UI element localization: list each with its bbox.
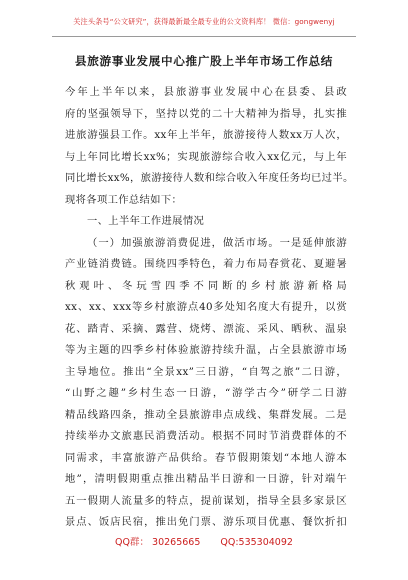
body-line: 秋观叶、冬玩雪四季不同断的乡村旅游新格局 <box>65 279 347 292</box>
subsection-line: （一）加强旅游消费促进，做活市场。一是延伸旅游 <box>87 236 347 249</box>
body-line: 等为主题的四季乡村体验旅游持续升温，占全县旅游市场 <box>65 344 347 356</box>
body-line: 花、踏青、采摘、露营、烧烤、漂流、采风、晒秋、温泉 <box>65 322 347 335</box>
body-line: 现将各项工作总结如下： <box>65 193 183 206</box>
footer-contact <box>0 534 408 548</box>
body-line: 景点、饭店民宿，推出免门票、游乐项目优惠、餐饮折扣 <box>65 516 347 528</box>
body-line: “山野之趣”乡村生态一日游，“游学古今”研学二日游 <box>65 387 347 399</box>
body-line: 持续举办文旅惠民消费活动。根据不同时节消费群体的不 <box>65 430 347 442</box>
body-line: 进旅游强县工作。xx年上半年，旅游接待人数xx万人次， <box>65 129 347 141</box>
section-heading: 一、上半年工作进展情况 <box>87 215 205 227</box>
body-line: 主导地位。推出“全景xx”三日游，“自驾之旅”二日游， <box>65 365 347 378</box>
document-body <box>65 82 354 534</box>
body-line: 地”，清明假期重点推出精品半日游和一日游，针对端午 <box>65 473 347 485</box>
body-line: 今年上半年以来，县旅游事业发展中心在县委、县政 <box>65 86 347 98</box>
body-line: 五一假期人流量多的特点，提前谋划，指导全县多家景区 <box>65 494 347 507</box>
document-title: 县旅游事业发展中心推广股上半年市场工作总结 <box>74 54 334 68</box>
body-line: 产业链消费链。围绕四季特色，着力布局春赏花、夏避暑 <box>65 258 347 270</box>
body-line: 府的坚强领导下，坚持以党的二十大精神为指导，扎实推 <box>65 107 347 120</box>
header-divider <box>52 36 356 37</box>
body-line: 同需求，丰富旅游产品供给。春节假期策划“本地人游本 <box>65 451 347 464</box>
body-line: xx、xx、xxx等乡村旅游点40多处知名度大有提升，以赏 <box>65 301 347 313</box>
header-promo-note: 关注头条号“公文研究”，获得最新最全最专业的公文资料库！ 微信：gongwenyj <box>73 17 335 26</box>
body-line: 同比增长xx%，旅游接待人数和综合收入年度任务均已过半。 <box>65 172 354 184</box>
body-line: 与上年同比增长xx%；实现旅游综合收入xx亿元，与上年 <box>65 150 347 163</box>
footer-qq-group: QQ群： 30265665 <box>115 537 201 548</box>
body-line: 精品线路四条，推动全县旅游串点成线、集群发展。二是 <box>65 408 347 421</box>
footer-qq-number: QQ:535304092 <box>220 537 293 548</box>
